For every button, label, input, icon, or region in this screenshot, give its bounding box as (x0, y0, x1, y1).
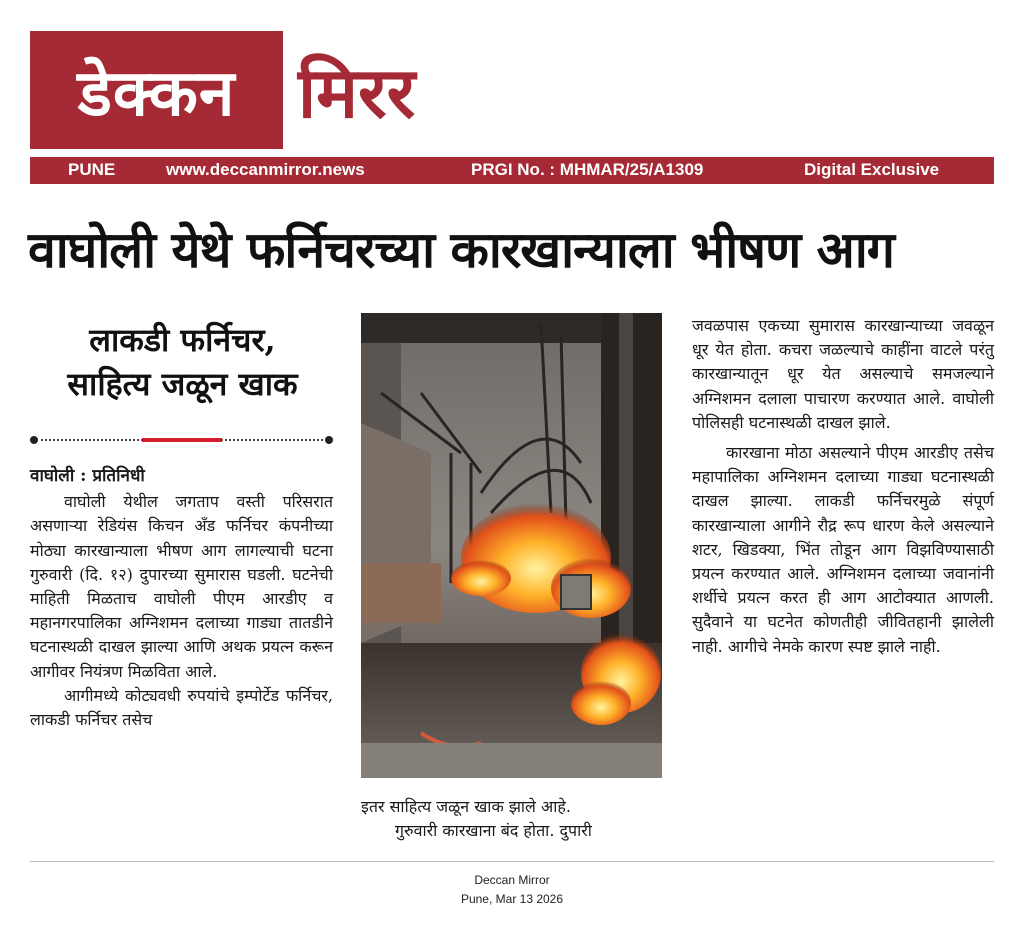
city-label: PUNE (68, 160, 116, 179)
prgi-number: PRGI No. : MHMAR/25/A1309 (471, 160, 704, 179)
byline: वाघोली : प्रतिनिधी (30, 466, 145, 486)
edition-label: Digital Exclusive (804, 160, 940, 179)
col3-paragraph-2: कारखाना मोठा असल्याने पीएम आरडीए तसेच महापालिका अग्निशमन दलाच्या गाड्या घटनास्थळी दाखल झाल्या. लाकडी फर्निचरमुळे संपूर्ण कारखान्याला आगीने रौद्र रूप धारण केले असल्याने शटर, खिडक्या, भिंत तोडून आग विझविण्यासाठी प्रयत्न करण्यात आले. अग्निशमन दलाच्या जवानांनी शर्थीचे प्रयत्न करत ही आग आटोक्यात आणली. सुदैवाने या घटनेत कोणतीही जीवितहानी झालेली नाही. आगीचे नेमके कारण स्पष्ट झाले नाही. (692, 443, 994, 656)
article-column-2 (361, 795, 662, 843)
logo-box (30, 31, 283, 149)
col1-paragraph-1: वाघोली येथील जगताप वस्ती परिसरात असणाऱ्या रेडियंस किचन अँड फर्निचर कंपनीच्या मोठ्या कारखान्याला भीषण आग लागल्याची घटना गुरुवारी (दि. १२) दुपारच्या सुमारास घडली. घटनेची माहिती मिळताच वाघोली पीएम आरडीए व महानगरपालिका अग्निशमन दलाच्या गाड्या तातडीने घटनास्थळी दाखल झाल्या आणि अथक प्रयत्न करून आगीवर नियंत्रण मिळविता आले. (30, 492, 333, 681)
subhead (30, 318, 335, 406)
subhead-line-1: लाकडी फर्निचर, (89, 321, 276, 359)
website-link[interactable]: www.deccanmirror.news (166, 160, 365, 179)
fire-photo-illustration (361, 313, 662, 778)
section-divider (30, 434, 333, 446)
masthead (30, 31, 994, 151)
footer-publication: Deccan Mirror (474, 873, 550, 887)
footer-dateline: Pune, Mar 13 2026 (460, 892, 564, 906)
logo-word-1: डेक्कन (77, 56, 236, 131)
col3-paragraph-1: जवळपास एकच्या सुमारास कारखान्याच्या जवळून धूर येत होता. कचरा जळल्याचे काहींना वाटले परंतु कारखान्यातून धूर येत असल्याचे समजल्याने अग्निशमन दलाला पाचारण करण्यात आले. वाघोली पोलिसही घटनास्थळी दाखल झाले. (692, 316, 994, 432)
col2-paragraph-1: इतर साहित्य जळून खाक झाले आहे. (361, 797, 571, 816)
divider-end-left (30, 436, 38, 444)
col1-paragraph-2: आगीमध्ये कोट्यवधी रुपयांचे इम्पोर्टेड फर्निचर, लाकडी फर्निचर तसेच (30, 685, 333, 730)
subhead-line-2: साहित्य जळून खाक (67, 365, 298, 403)
headline: वाघोली येथे फर्निचरच्या कारखान्याला भीषण आग (28, 221, 894, 279)
article-column-1 (30, 464, 333, 732)
article-column-3 (692, 314, 994, 659)
divider-accent (142, 438, 222, 442)
logo-word-2: मिरर (298, 52, 416, 134)
footer-rule (30, 861, 994, 862)
info-bar (30, 157, 994, 184)
col2-paragraph-2: गुरुवारी कारखाना बंद होता. दुपारी (395, 821, 592, 841)
fire-photo (361, 313, 662, 778)
divider-end-right (325, 436, 333, 444)
